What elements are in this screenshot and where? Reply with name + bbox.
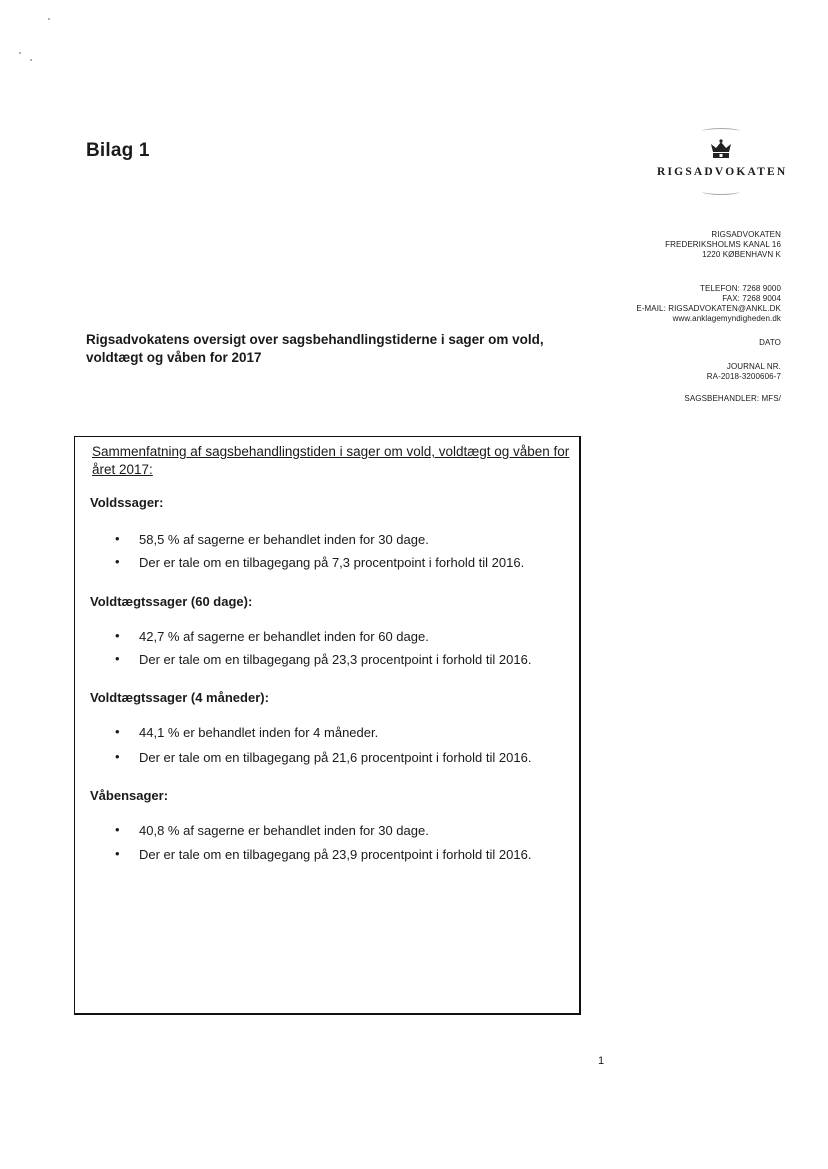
address-line: FREDERIKSHOLMS KANAL 16 [665, 240, 781, 249]
page-number: 1 [598, 1055, 605, 1067]
journal-label: JOURNAL NR. [726, 362, 781, 371]
crest-decoration [702, 188, 740, 195]
address-line: 1220 KØBENHAVN K [702, 250, 781, 259]
bullet-icon: • [115, 628, 120, 643]
list-item: 42,7 % af sagerne er behandlet inden for 60 dage. [139, 629, 429, 644]
summary-title: Sammenfatning af sagsbehandlingstiden i sager om vold, voldtægt og våben for året 2017: [92, 444, 570, 477]
list-item: 40,8 % af sagerne er behandlet inden for 30 dage. [139, 823, 429, 838]
list-item: 58,5 % af sagerne er behandlet inden for 30 dage. [139, 532, 429, 547]
list-item: Der er tale om en tilbagegang på 7,3 procentpoint i forhold til 2016. [139, 555, 525, 570]
bullet-icon: • [115, 531, 120, 546]
bullet-icon: • [115, 651, 120, 666]
journal-number: RA-2018-3200606-7 [706, 372, 781, 381]
bullet-icon: • [115, 554, 120, 569]
case-handler: SAGSBEHANDLER: MFS/ [684, 394, 781, 403]
list-item: Der er tale om en tilbagegang på 21,6 procentpoint i forhold til 2016. [139, 750, 532, 765]
section-title: Voldssager: [90, 495, 164, 510]
date-label: DATO [759, 338, 781, 347]
email: E-MAIL: RIGSADVOKATEN@ANKL.DK [636, 304, 781, 313]
bullet-icon: • [115, 822, 120, 837]
bullet-icon: • [115, 846, 120, 861]
fax: FAX: 7268 9004 [722, 294, 781, 303]
list-item: 44,1 % er behandlet inden for 4 måneder. [139, 725, 379, 740]
section-title: Voldtægtssager (4 måneder): [90, 690, 269, 705]
document-subject: Rigsadvokatens oversigt over sagsbehandlingstiderne i sager om vold, voldtægt og våben for 2017 [86, 332, 544, 365]
phone: TELEFON: 7268 9000 [700, 284, 781, 293]
crown-icon [704, 138, 738, 162]
list-item: Der er tale om en tilbagegang på 23,9 procentpoint i forhold til 2016. [139, 847, 532, 862]
section-title: Våbensager: [90, 788, 169, 803]
letterhead-brand: RIGSADVOKATEN [657, 166, 788, 178]
bullet-icon: • [115, 749, 120, 764]
document-label: Bilag 1 [86, 140, 150, 161]
bullet-icon: • [115, 724, 120, 739]
section-title: Voldtægtssager (60 dage): [90, 594, 253, 609]
list-item: Der er tale om en tilbagegang på 23,3 procentpoint i forhold til 2016. [139, 652, 532, 667]
address-line: RIGSADVOKATEN [711, 230, 781, 239]
crest-decoration [702, 128, 740, 135]
website: www.anklagemyndigheden.dk [672, 314, 781, 323]
